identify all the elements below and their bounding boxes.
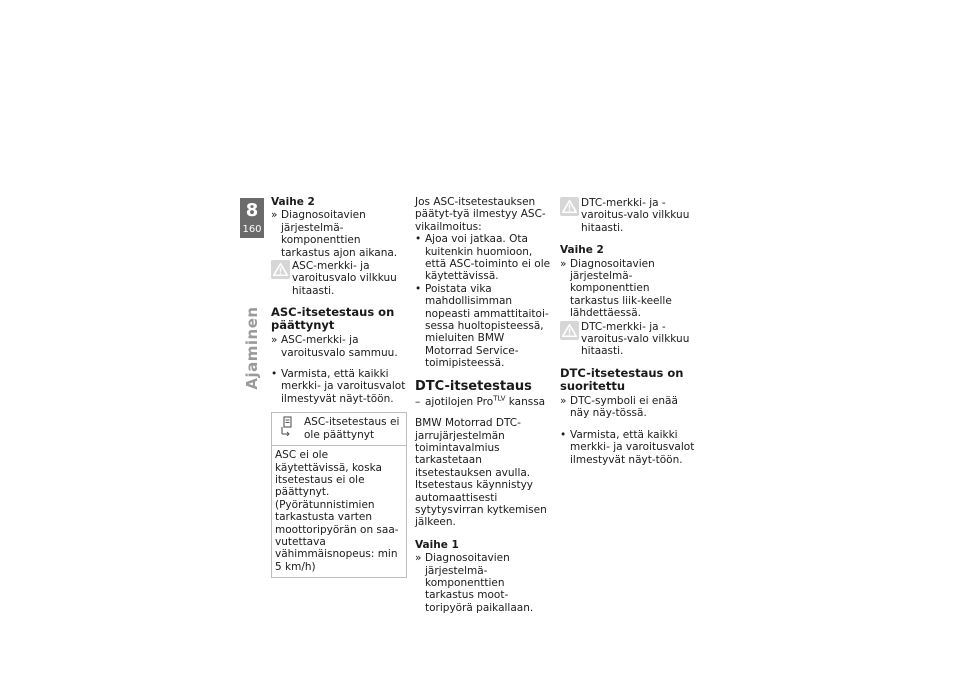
bullet-item [415, 233, 552, 283]
result-mark: » [560, 394, 567, 407]
bullet-mark: • [415, 233, 422, 246]
bullet-text: Poistata vika mahdollisimman nopeasti ammattitaitoi-sessa huoltopisteessä, mieluiten BMW Motorrad Service-toimipisteessä. [425, 282, 549, 370]
warning-triangle-icon [560, 197, 579, 216]
icon-text: ASC-merkki- ja varoitusvalo vilkkuu hitaasti. [292, 260, 397, 297]
result-item [560, 395, 697, 420]
section-heading: DTC-itsetestaus on suoritettu [560, 365, 684, 393]
result-item [271, 209, 407, 259]
bullet-text: Ajoa voi jatkaa. Ota kuitenkin huomioon, että ASC-toiminto ei ole käytettävissä. [425, 233, 551, 283]
result-item [560, 258, 697, 320]
bullet-mark: • [415, 282, 422, 295]
icon-text: DTC-merkki- ja -varoitus-valo vilkkuu hitaasti. [581, 197, 690, 234]
paragraph: BMW Motorrad DTC-jarrujärjestelmän toimintavalmius tarkastetaan itsetestauksen avulla. Itsetestaus käynnistyy automaattisesti sytytysvirran kytkemisen jälkeen. [415, 417, 547, 529]
section-side-label [240, 306, 264, 390]
bullet-item [415, 283, 552, 370]
dash-superscript: TLV [493, 394, 506, 403]
intro-text: Jos ASC-itsetestauksen päätyt-tyä ilmestyy ASC-vikailmoitus: [415, 196, 546, 233]
bullet-text: Varmista, että kaikki merkki- ja varoitusvalot ilmestyvät näyt-töön. [281, 368, 406, 405]
bullet-mark: • [560, 428, 567, 441]
result-mark: » [415, 552, 422, 565]
column-2 [415, 196, 552, 614]
note-header-text: ASC-itsetestaus ei ole päättynyt [304, 416, 400, 441]
step-text: Diagnosoitavien järjestelmä-komponenttien tarkastus moot-toripyörä paikallaan. [425, 552, 534, 614]
page-number: 160 [242, 224, 262, 235]
note-header [272, 413, 406, 446]
step-text: Diagnosoitavien järjestelmä-komponenttien tarkastus ajon aikana. [281, 209, 398, 259]
stage2-heading: Vaihe 2 [271, 196, 315, 208]
result-mark: » [560, 257, 567, 270]
icon-row [560, 321, 697, 358]
warning-triangle-icon [271, 260, 290, 279]
section-label-text: Ajaminen [243, 306, 261, 390]
bullet-mark: • [271, 368, 278, 381]
stage1-heading: Vaihe 1 [415, 538, 459, 551]
icon-text: DTC-merkki- ja -varoitus-valo vilkkuu hitaasti. [581, 320, 690, 358]
dash-item [415, 396, 552, 408]
step-text: Diagnosoitavien järjestelmä-komponenttien tarkastus liik-keelle lähdettäessä. [570, 257, 672, 320]
step-text: ASC-merkki- ja varoitusvalo sammuu. [281, 334, 398, 359]
note-body: ASC ei ole käytettävissä, koska itsetestaus ei ole päättynyt. (Pyörätunnistimien tarkastusta varten moottoripyörän on saa-vutettava vähimmäisnopeus: min 5 km/h) [275, 449, 399, 573]
result-mark: » [271, 334, 278, 347]
column-1 [271, 196, 407, 578]
step-text: DTC-symboli ei enää näy näy-tössä. [570, 394, 678, 420]
chapter-badge [240, 198, 264, 238]
dash-suffix: kanssa [508, 395, 546, 408]
bullet-text: Varmista, että kaikki merkki- ja varoitusvalot ilmestyvät näyt-töön. [570, 428, 695, 466]
result-mark: » [271, 209, 278, 222]
chapter-number: 8 [245, 200, 259, 221]
warning-triangle-icon [560, 321, 579, 340]
result-item [415, 552, 552, 614]
note-info-icon [280, 416, 294, 439]
icon-row [560, 197, 697, 234]
bullet-item [560, 429, 697, 466]
dash-text: ajotilojen Pro [425, 395, 494, 408]
stage2-heading: Vaihe 2 [560, 244, 604, 257]
result-item [271, 334, 407, 359]
icon-row [271, 260, 407, 297]
note-box [271, 412, 407, 578]
bullet-item [271, 368, 407, 405]
dash-mark: – [415, 395, 421, 408]
section-heading: ASC-itsetestaus on päättynyt [271, 305, 395, 333]
section-heading: DTC-itsetestaus [415, 378, 532, 394]
column-3 [560, 196, 697, 466]
